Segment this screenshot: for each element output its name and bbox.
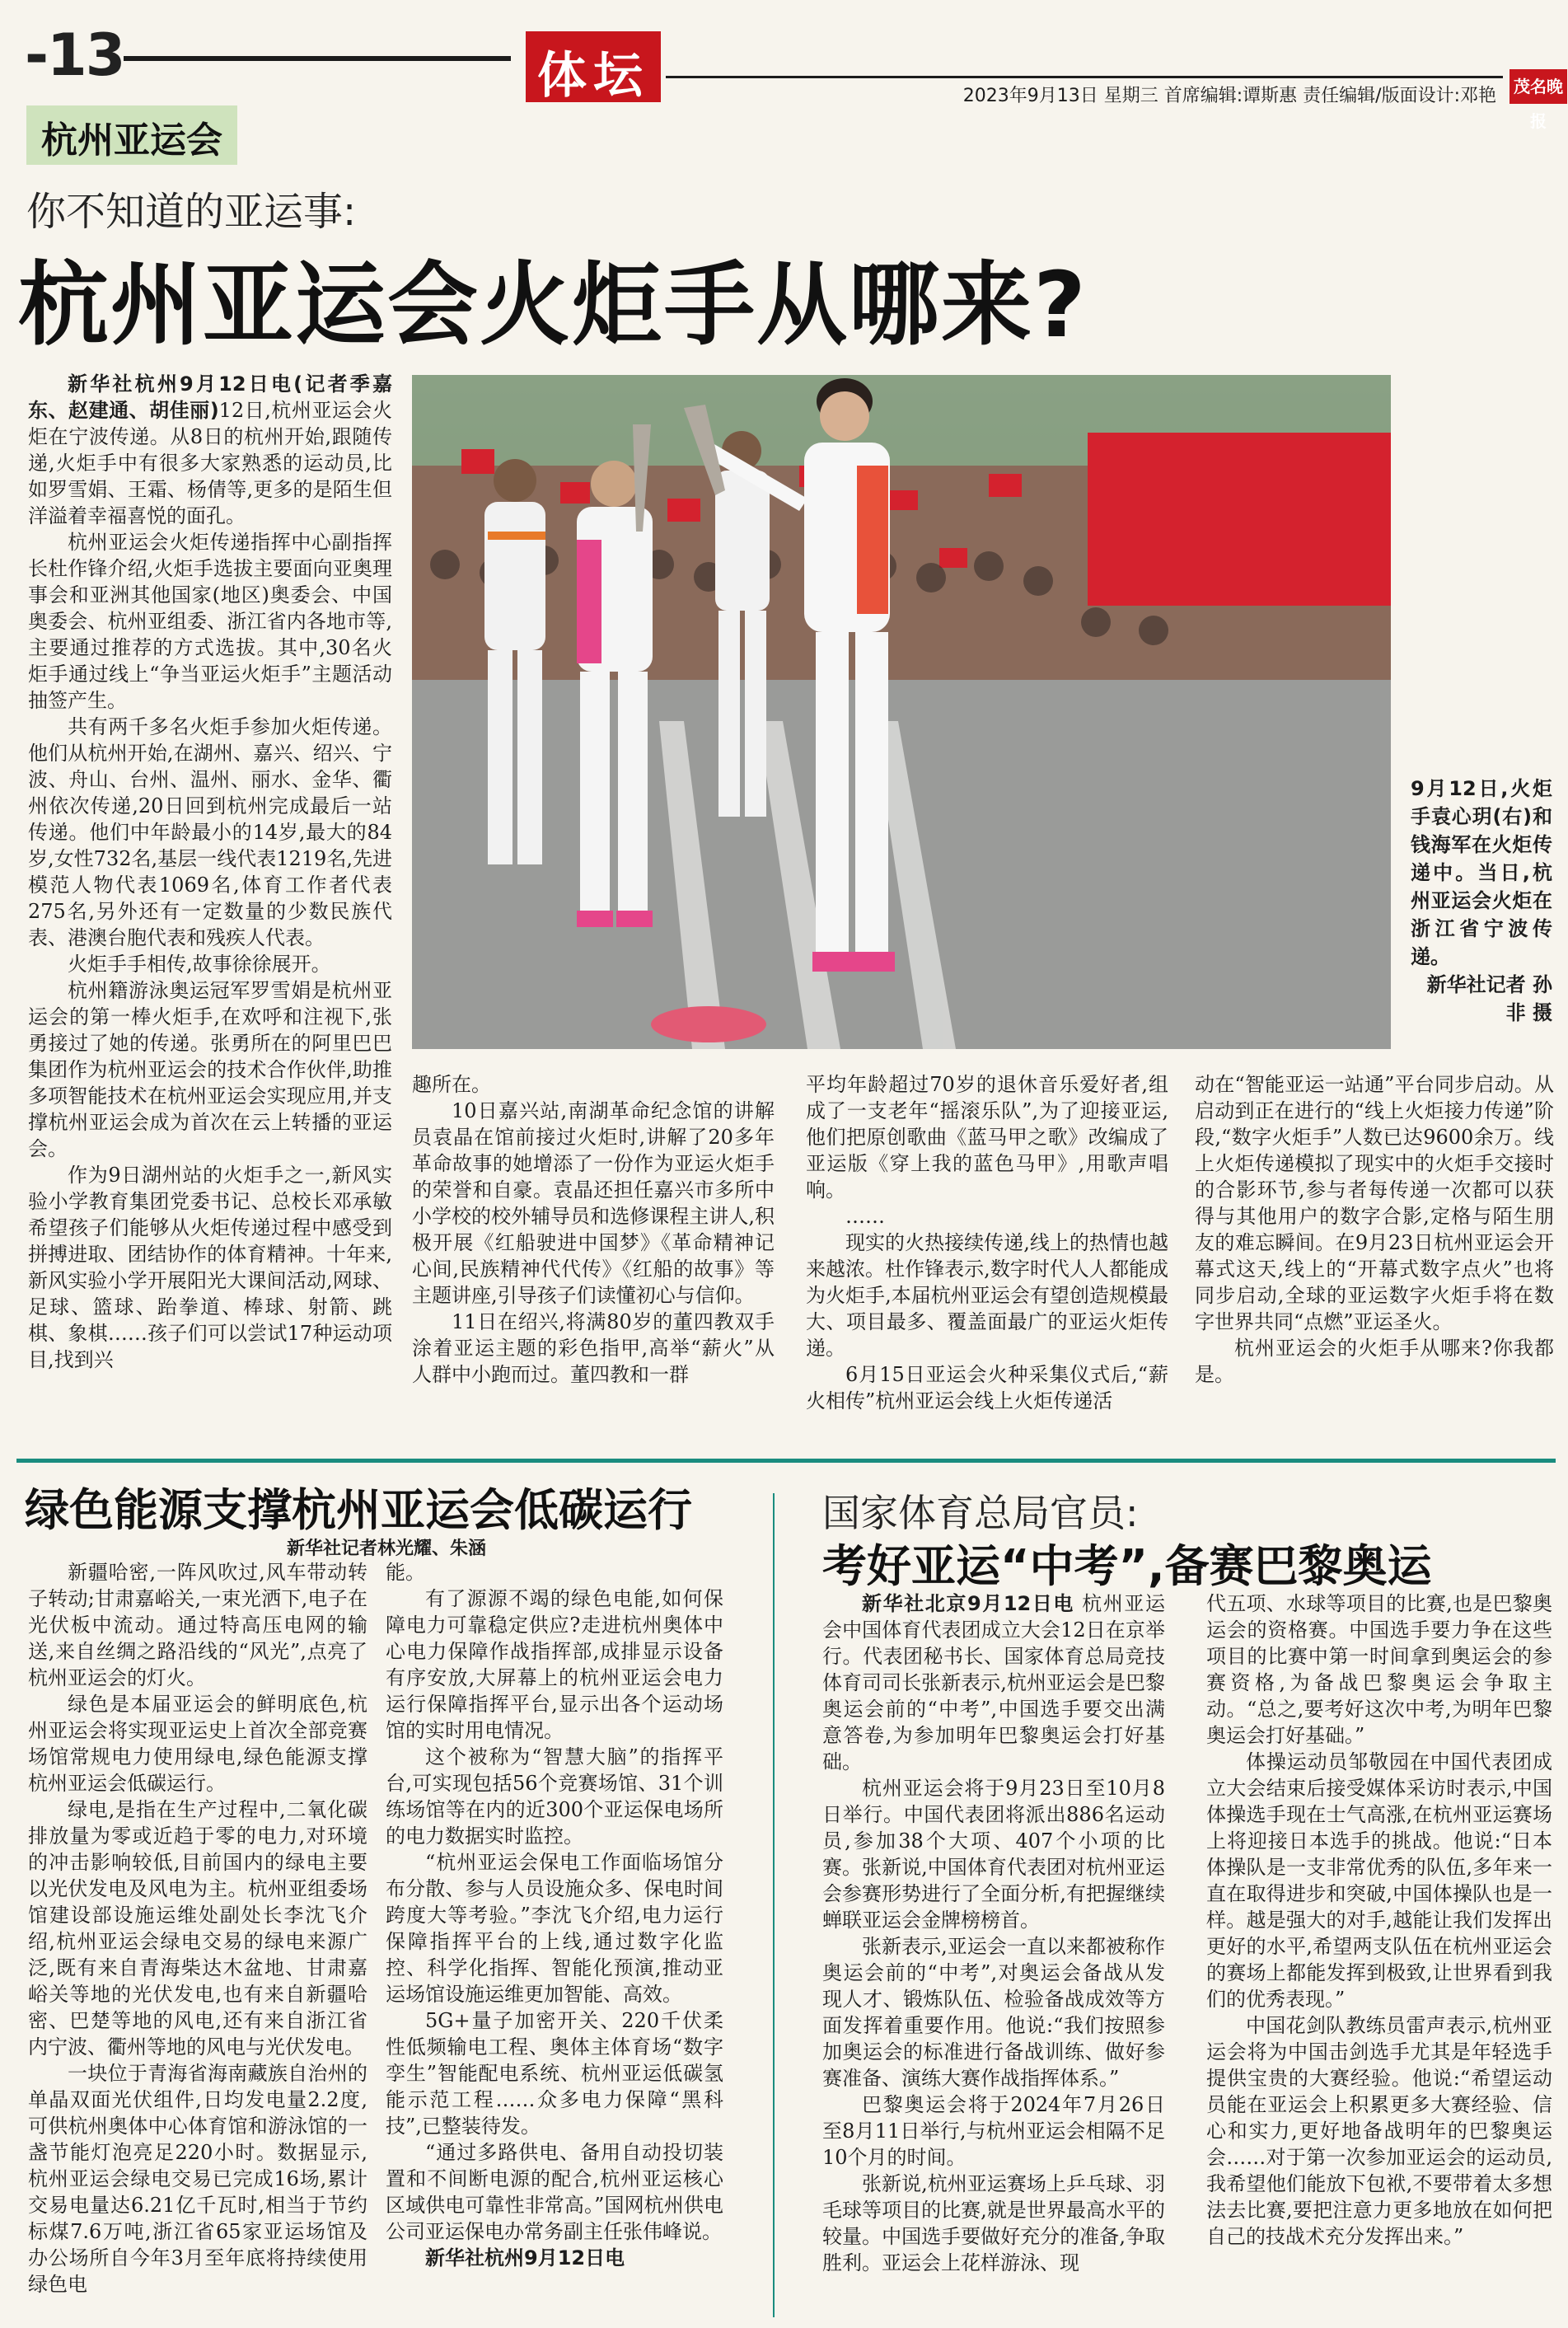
column-divider [773, 1493, 775, 2317]
page-number: -13 [25, 21, 124, 89]
paragraph: 动在“智能亚运一站通”平台同步启动。从启动到正在进行的“线上火炬接力传递”阶段,“数字火炬手”人数已达9600余万。线上火炬传递模拟了现实中的火炬手交接时的合影环节,参与者每传递一次都可以获得与其他用户的数字合影,定格与陌生朋友的难忘瞬间。在9月23日杭州亚运会开幕式这天,线上的“开幕式数字点火”也将同步启动,全球的亚运数字火炬手将在数字世界共同“点燃”亚运圣火。 [1195, 1073, 1554, 1333]
paragraph: “杭州亚运会保电工作面临场馆分布分散、参与人员设施众多、保电时间跨度大等考验。”李沈飞介绍,电力运行保障指挥平台的上线,通过数字化监控、科学化指挥、智能化预演,推动亚运场馆设施运维更加智能、高效。 [386, 1851, 723, 2006]
paragraph: 趣所在。 [412, 1073, 491, 1096]
sports-headline: 考好亚运“中考”,备赛巴黎奥运 [822, 1540, 1432, 1592]
paragraph: 巴黎奥运会将于2024年7月26日至8月11日举行,与杭州亚运会相隔不足10个月的时间。 [822, 2093, 1165, 2169]
paragraph: 张新说,杭州亚运赛场上乒乓球、羽毛球等项目的比赛,就是世界最高水平的较量。中国选手要做好充分的准备,争取胜利。亚运会上花样游泳、现 [822, 2172, 1165, 2274]
paragraph: 代五项、水球等项目的比赛,也是巴黎奥运会的资格赛。中国选手要力争在这些项目的比赛中第一时间拿到奥运会的参赛资格,为备战巴黎奥运会争取主动。“总之,要考好这次中考,为明年巴黎奥运会打好基础。” [1206, 1592, 1552, 1747]
paragraph: 体操运动员邹敬园在中国代表团成立大会结束后接受媒体采访时表示,中国体操选手现在士气高涨,在杭州亚运赛场上将迎接日本选手的挑战。他说:“日本体操队是一支非常优秀的队伍,多年来一直在取得进步和突破,中国体操队也是一样。越是强大的对手,越能让我们发挥出更好的水平,希望两支队伍在杭州亚运会的赛场上都能发挥到极致,让世界看到我们的优秀表现。” [1206, 1750, 1552, 2011]
article-sign: 新华社杭州9月12日电 [425, 2246, 625, 2269]
paragraph: 杭州亚运会火炬传递指挥中心副指挥长杜作锋介绍,火炬手选拔主要面向亚奥理事会和亚洲其他国家(地区)奥委会、中国奥委会、杭州亚组委、浙江省内各地市等,主要通过推荐的方式选拔。其中,30名火炬手通过线上“争当亚运火炬手”主题活动抽签产生。 [28, 531, 392, 712]
paragraph-text: 12日,杭州亚运会火炬在宁波传递。从8日的杭州开始,跟随传递,火炬手中有很多大家熟悉的运动员,比如罗雪娟、王霜、杨倩等,更多的是陌生但洋溢着幸福喜悦的面孔。 [28, 399, 393, 527]
paragraph: 这个被称为“智慧大脑”的指挥平台,可实现包括56个竞赛场馆、31个训练场馆等在内的近300个亚运保电场所的电力数据实时监控。 [386, 1745, 723, 1848]
main-column-2 [412, 1071, 775, 1388]
green-energy-headline: 绿色能源支撑杭州亚运会低碳运行 [25, 1484, 692, 1536]
dateline: 2023年9月13日 星期三 首席编辑:谭斯惠 责任编辑/版面设计:邓艳 [666, 76, 1503, 104]
header-rule [124, 56, 511, 61]
section-badge: 体坛 [526, 31, 661, 102]
main-column-1 [28, 371, 392, 1373]
topic-tag: 杭州亚运会 [26, 105, 237, 165]
paragraph: 杭州籍游泳奥运冠军罗雪娟是杭州亚运会的第一棒火炬手,在欢呼和注视下,张勇接过了她的传递。张勇所在的阿里巴巴集团作为杭州亚运会的技术合作伙伴,助推多项智能技术在杭州亚运会实现应用,并支撑杭州亚运会成为首次在云上转播的亚运会。 [28, 979, 392, 1160]
main-kicker: 你不知道的亚运事: [26, 189, 357, 235]
photo-illustration [412, 375, 1391, 1049]
paragraph: 6月15日亚运会火种采集仪式后,“薪火相传”杭州亚运会线上火炬传递活 [806, 1363, 1168, 1412]
section-divider [16, 1459, 1556, 1463]
lead-dateline: 新华社北京9月12日电 [862, 1592, 1074, 1615]
paragraph: “通过多路供电、备用自动投切装置和不间断电源的配合,杭州亚运核心区域供电可靠性非常高。”国网杭州供电公司亚运保电办常务副主任张伟峰说。 [386, 2141, 723, 2243]
paragraph: 张新表示,亚运会一直以来都被称作奥运会前的“中考”,对奥运会备战从发现人才、锻炼队伍、检验备战成效等方面发挥着重要作用。他说:“我们按照参加奥运会的标准进行备战训练、做好参赛准备、演练大赛作战指挥体系。” [822, 1935, 1165, 2090]
paragraph: 绿电,是指在生产过程中,二氧化碳排放量为零或近趋于零的电力,对环境的冲击影响较低,目前国内的绿电主要以光伏发电及风电为主。杭州亚组委场馆建设部设施运维处副处长李沈飞介绍,杭州亚运会绿电交易的绿电来源广泛,既有来自青海柴达木盆地、甘肃嘉峪关等地的光伏发电,也有来自新疆哈密、巴楚等地的风电,还有来自浙江省内宁波、衢州等地的风电与光伏发电。 [28, 1798, 367, 2059]
main-column-4 [1195, 1071, 1554, 1388]
paragraph: 火炬手手相传,故事徐徐展开。 [68, 953, 331, 976]
main-column-3 [806, 1071, 1168, 1414]
photo-caption [1411, 775, 1552, 1027]
photo-credit: 新华社记者 孙非 摄 [1426, 973, 1552, 1024]
sports-column-1 [822, 1590, 1165, 2276]
paragraph: 11日在绍兴,将满80岁的董四教双手涂着亚运主题的彩色指甲,高举“薪火”从人群中小跑而过。董四教和一群 [412, 1310, 775, 1386]
green-energy-column-2 [386, 1559, 723, 2271]
torch-relay-photo [412, 375, 1391, 1049]
paragraph: 作为9日湖州站的火炬手之一,新风实验小学教育集团党委书记、总校长邓承敏希望孩子们能够从火炬传递过程中感受到拼搏进取、团结协作的体育精神。十年来,新风实验小学开展阳光大课间活动,网球、足球、篮球、跆拳道、棒球、射箭、跳棋、象棋……孩子们可以尝试17种运动项目,找到兴 [28, 1164, 392, 1371]
main-headline: 杭州亚运会火炬手从哪来? [18, 252, 1088, 358]
paragraph: 杭州亚运会的火炬手从哪来?你我都是。 [1195, 1337, 1554, 1386]
paragraph [28, 371, 392, 529]
green-energy-column-1 [28, 1559, 367, 2298]
caption-text: 9月12日,火炬手袁心玥(右)和钱海军在火炬传递中。当日,杭州亚运会火炬在浙江省宁波传递。 [1411, 777, 1552, 968]
paragraph: 共有两千多名火炬手参加火炬传递。他们从杭州开始,在湖州、嘉兴、绍兴、宁波、舟山、台州、温州、丽水、金华、衢州依次传递,20日回到杭州完成最后一站传递。他们中年龄最小的14岁,最大的84岁,女性732名,基层一线代表1219名,先进模范人物代表1069名,体育工作者代表275名,另外还有一定数量的少数民族代表、港澳台胞代表和残疾人代表。 [28, 715, 392, 949]
paragraph: 能。 [386, 1561, 425, 1584]
paragraph: 一块位于青海省海南藏族自治州的单晶双面光伏组件,日均发电量2.2度,可供杭州奥体中心体育馆和游泳馆的一盏节能灯泡亮足220小时。数据显示,杭州亚运会绿电交易已完成16场,累计交易电量达6.21亿千瓦时,相当于节约标煤7.6万吨,浙江省65家亚运场馆及办公场所自今年3月至年底将持续使用绿色电 [28, 2062, 367, 2296]
paragraph: 有了源源不竭的绿色电能,如何保障电力可靠稳定供应?走进杭州奥体中心电力保障作战指挥部,成排显示设备有序安放,大屏幕上的杭州亚运会电力运行保障指挥平台,显示出各个运动场馆的实时用电情况。 [386, 1587, 723, 1742]
sports-column-2 [1206, 1590, 1552, 2250]
paragraph: 5G+量子加密开关、220千伏柔性低频输电工程、奥体主体育场“数字孪生”智能配电系统、杭州亚运低碳氢能示范工程……众多电力保障“黑科技”,已整装待发。 [386, 2009, 723, 2138]
sports-kicker: 国家体育总局官员: [822, 1491, 1139, 1535]
newspaper-logo: 茂名晚报 [1509, 69, 1567, 104]
paragraph: 新疆哈密,一阵风吹过,风车带动转子转动;甘肃嘉峪关,一束光洒下,电子在光伏板中流动。通过特高压电网的输送,来自丝绸之路沿线的“风光”,点亮了杭州亚运会的灯火。 [28, 1561, 367, 1689]
paragraph: 绿色是本届亚运会的鲜明底色,杭州亚运会将实现亚运史上首次全部竞赛场馆常规电力使用绿电,绿色能源支撑杭州亚运会低碳运行。 [28, 1693, 367, 1795]
paragraph: 10日嘉兴站,南湖革命纪念馆的讲解员袁晶在馆前接过火炬时,讲解了20多年革命故事的她增添了一份作为亚运火炬手的荣誉和自豪。袁晶还担任嘉兴市多所中小学校的校外辅导员和选修课程主讲人,积极开展《红船驶进中国梦》《革命精神记心间,民族精神代代传》《红船的故事》等主题讲座,引导孩子们读懂初心与信仰。 [412, 1099, 775, 1307]
paragraph-text: 杭州亚运会中国体育代表团成立大会12日在京举行。代表团秘书长、国家体育总局竞技体育司司长张新表示,杭州亚运会是巴黎奥运会前的“中考”,中国选手要交出满意答卷,为参加明年巴黎奥运会打好基础。 [822, 1592, 1165, 1773]
paragraph: 杭州亚运会将于9月23日至10月8日举行。中国代表团将派出886名运动员,参加38个大项、407个小项的比赛。张新说,中国体育代表团对杭州亚运会参赛形势进行了全面分析,有把握继续蝉联亚运会金牌榜榜首。 [822, 1777, 1165, 1932]
paragraph: 平均年龄超过70岁的退休音乐爱好者,组成了一支老年“摇滚乐队”,为了迎接亚运,他们把原创歌曲《蓝马甲之歌》改编成了亚运版《穿上我的蓝色马甲》,用歌声唱响。 [806, 1073, 1168, 1201]
lead-dateline: 新华社杭州9月12日电(记者季嘉东、赵建通、胡佳丽) [28, 372, 392, 422]
green-energy-byline: 新华社记者林光耀、朱涵 [286, 1539, 486, 1559]
paragraph [822, 1590, 1165, 1775]
paragraph: 中国花剑队教练员雷声表示,杭州亚运会将为中国击剑选手尤其是年轻选手提供宝贵的大赛经验。他说:“希望运动员能在亚运会上积累更多大赛经验、信心和实力,更好地备战明年的巴黎奥运会……对于第一次参加亚运会的运动员,我希望他们能放下包袱,不要带着太多想法去比赛,要把注意力更多地放在如何把自己的技战术充分发挥出来。” [1206, 2014, 1552, 2248]
paragraph: …… [845, 1205, 885, 1228]
paragraph: 现实的火热接续传递,线上的热情也越来越浓。杜作锋表示,数字时代人人都能成为火炬手,本届杭州亚运会有望创造规模最大、项目最多、覆盖面最广的亚运火炬传递。 [806, 1231, 1168, 1360]
